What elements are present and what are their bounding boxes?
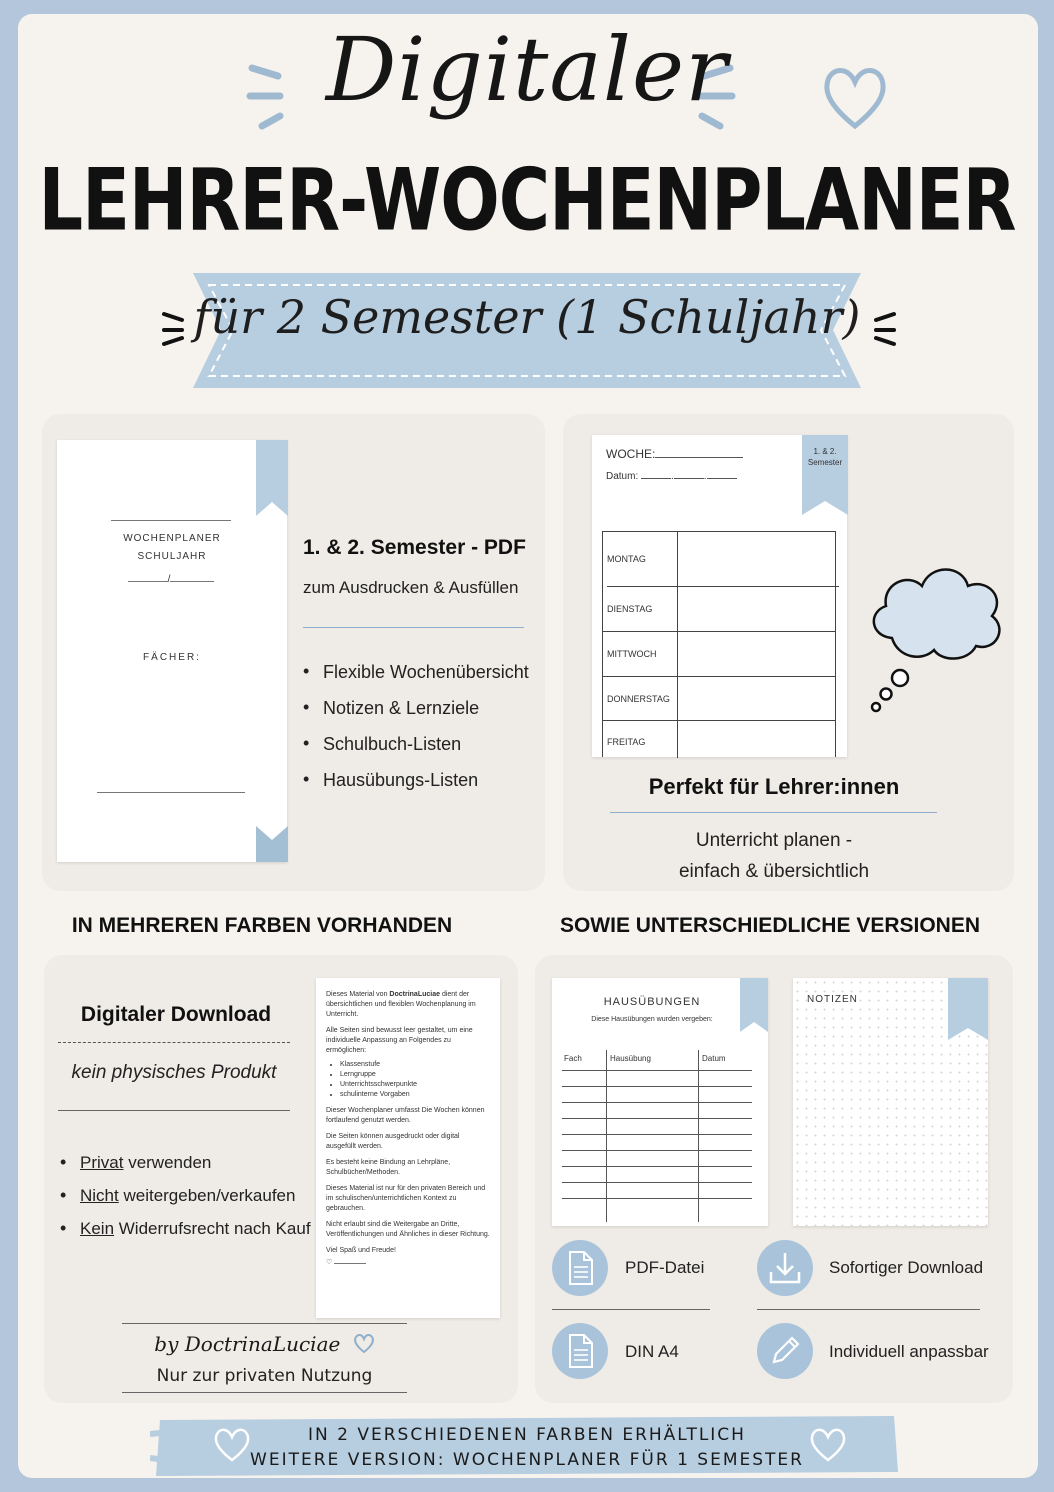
- doc-bullet: • Lerngruppe: [340, 1070, 490, 1080]
- feature-label: Individuell anpassbar: [829, 1342, 989, 1361]
- notes-title: NOTIZEN: [807, 994, 858, 1005]
- download-feature: [757, 1240, 813, 1296]
- panel1-feature-list: [303, 662, 529, 806]
- semester-bookmark-label: 1. & 2. Semester: [807, 447, 843, 467]
- hw-col-fach: Fach: [564, 1054, 582, 1063]
- feature-item: • Notizen & Lernziele: [303, 698, 529, 719]
- feature-rule: [757, 1309, 980, 1310]
- feature-item: • Flexible Wochenübersicht: [303, 662, 529, 683]
- doc-paragraph: Alle Seiten sind bewusst leer gestaltet, um eine individuelle Anpassung an Folgendes zu ermöglichen:: [326, 1027, 473, 1054]
- doc-bullets: [326, 1060, 490, 1100]
- usage-rule: [60, 1153, 311, 1173]
- private-use-note: Nur zur privaten Nutzung: [156, 1366, 373, 1386]
- homework-page-preview: [552, 978, 768, 1226]
- date-label: Datum:: [606, 471, 639, 482]
- feature-label: PDF-Datei: [625, 1258, 705, 1277]
- footer-line1: IN 2 VERSCHIEDENEN FARBEN ERHÄLTLICH: [308, 1425, 746, 1445]
- hw-col-datum: Datum: [702, 1054, 726, 1063]
- cover-line1: WOCHENPLANER: [123, 533, 221, 544]
- document-icon: [552, 1323, 608, 1379]
- main-title: LEHRER-WOCHENPLANER: [38, 150, 1016, 251]
- cover-rule-bottom: [97, 792, 245, 793]
- panel2-sub1: Unterricht planen -: [695, 830, 853, 851]
- feature-label: DIN A4: [625, 1342, 679, 1361]
- doc-paragraph: Die Seiten können ausgedruckt oder digital ausgefüllt werden.: [326, 1133, 460, 1150]
- doc-intro-brand: DoctrinaLuciae: [389, 991, 440, 998]
- ribbon-text: für 2 Semester (1 Schuljahr): [193, 290, 861, 344]
- bookmark-ribbon: [256, 440, 288, 516]
- panel1-subheading: zum Ausdrucken & Ausfüllen: [303, 578, 519, 597]
- doc-paragraph: Dieser Wochenplaner umfasst Die Wochen können fortlaufend genutzt werden.: [326, 1107, 485, 1124]
- date-label-row: Datum: . .: [606, 471, 737, 482]
- signature: [122, 1332, 407, 1356]
- section-head-versions: SOWIE UNTERSCHIEDLICHE VERSIONEN: [559, 914, 981, 937]
- usage-rules-list: [60, 1153, 311, 1252]
- week-table: [602, 531, 836, 757]
- panel2-sub2: einfach & übersichtlich: [678, 861, 870, 882]
- hw-bookmark: [740, 978, 768, 1032]
- cover-line2: SCHULJAHR: [137, 551, 207, 562]
- footer-text: [150, 1423, 904, 1473]
- terms-document-preview: [316, 978, 500, 1318]
- cover-year-slash: /: [167, 574, 171, 585]
- signature-heart-icon: [353, 1332, 375, 1354]
- pencil-icon: [757, 1323, 813, 1379]
- panel3-divider: [58, 1110, 290, 1111]
- panel1-divider: [303, 627, 524, 628]
- feature-label: Sofortiger Download: [829, 1258, 984, 1277]
- panel2-divider: [610, 812, 937, 813]
- doc-bullet: • Klassenstufe: [340, 1060, 490, 1070]
- cover-year: [121, 574, 221, 585]
- panel3-subheading: kein physisches Produkt: [71, 1062, 277, 1083]
- week-label: WOCHE:: [606, 447, 656, 461]
- usage-rule-rest: weitergeben/verkaufen: [118, 1186, 296, 1205]
- bookmark-corner: [256, 826, 288, 862]
- panel2-subtext: [563, 825, 985, 887]
- bracket-right-icon: [868, 308, 898, 348]
- doc-paragraph: Dieses Material ist nur für den privaten Bereich und im schulischen/unterrichtlichen Kontext zu gebrauchen.: [326, 1185, 486, 1212]
- hw-table-lines: [562, 1070, 752, 1214]
- doc-signoff: ♡: [326, 1258, 490, 1268]
- usage-rule-key: Kein: [80, 1219, 115, 1238]
- panel1-heading: 1. & 2. Semester - PDF: [303, 536, 526, 559]
- doc-intro: [326, 990, 490, 1020]
- doc-intro-c: dient der übersichtlichen und flexiblen Wochenplanung im Unterricht.: [326, 991, 476, 1018]
- panel3-heading: Digitaler Download: [80, 1003, 272, 1026]
- usage-rule: [60, 1186, 311, 1206]
- usage-rule-rest: verwenden: [123, 1153, 212, 1172]
- usage-rule-key: Nicht: [80, 1186, 119, 1205]
- doc-intro-a: Dieses Material von: [326, 991, 390, 998]
- day-row: MONTAG: [607, 532, 839, 587]
- signature-rule-bottom: [122, 1392, 407, 1393]
- hw-subtitle: Diese Hausübungen wurden vergeben:: [591, 1016, 713, 1023]
- section-head-colors: IN MEHREREN FARBEN VORHANDEN: [71, 914, 453, 937]
- hw-title: HAUSÜBUNGEN: [603, 996, 701, 1008]
- doc-bullet: • Unterrichtsschwerpunkte: [340, 1080, 490, 1090]
- pdf-file-feature: [552, 1240, 608, 1296]
- doc-bullet: • schulinterne Vorgaben: [340, 1090, 490, 1100]
- bracket-left-icon: [160, 308, 190, 348]
- doc-paragraph: Nicht erlaubt sind die Weitergabe an Dritte, Veröffentlichungen und Ähnliches in dieser Richtung.: [326, 1221, 490, 1238]
- cover-title: [57, 530, 287, 566]
- usage-rule-key: Privat: [80, 1153, 124, 1172]
- usage-rule: [60, 1219, 311, 1239]
- cover-page-preview: [57, 440, 287, 862]
- cover-faecher: FÄCHER:: [143, 652, 201, 663]
- day-row: DONNERSTAG: [603, 677, 835, 721]
- feature-rule: [552, 1309, 710, 1310]
- week-label-row: [606, 447, 743, 461]
- document-icon: [552, 1240, 608, 1296]
- usage-rule-rest: Widerrufsrecht nach Kauf: [114, 1219, 311, 1238]
- din-a4-feature: [552, 1323, 608, 1379]
- cover-rule-top: [111, 520, 231, 521]
- footer-line2: WEITERE VERSION: WOCHENPLANER FÜR 1 SEMESTER: [250, 1450, 804, 1470]
- doc-paragraph: Viel Spaß und Freude!: [326, 1247, 396, 1254]
- doc-paragraph: Es besteht keine Bindung an Lehrpläne, Schulbücher/Methoden.: [326, 1159, 451, 1176]
- feature-item: • Hausübungs-Listen: [303, 770, 529, 791]
- day-row: DIENSTAG: [603, 587, 835, 632]
- download-icon: [757, 1240, 813, 1296]
- feature-item: • Schulbuch-Listen: [303, 734, 529, 755]
- panel2-heading: Perfekt für Lehrer:innen: [648, 774, 900, 799]
- hw-col-hausuebung: Hausübung: [610, 1054, 651, 1063]
- signature-rule-top: [122, 1323, 407, 1324]
- day-row: FREITAG: [607, 737, 646, 747]
- customizable-feature: [757, 1323, 813, 1379]
- notes-bookmark: [948, 978, 988, 1040]
- thought-cloud-icon: [864, 558, 1009, 718]
- signature-text: by DoctrinaLuciae: [154, 1332, 341, 1356]
- title-script: Digitaler: [325, 18, 729, 121]
- day-row: MITTWOCH: [603, 632, 835, 677]
- panel3-divider-dashed: [58, 1042, 290, 1043]
